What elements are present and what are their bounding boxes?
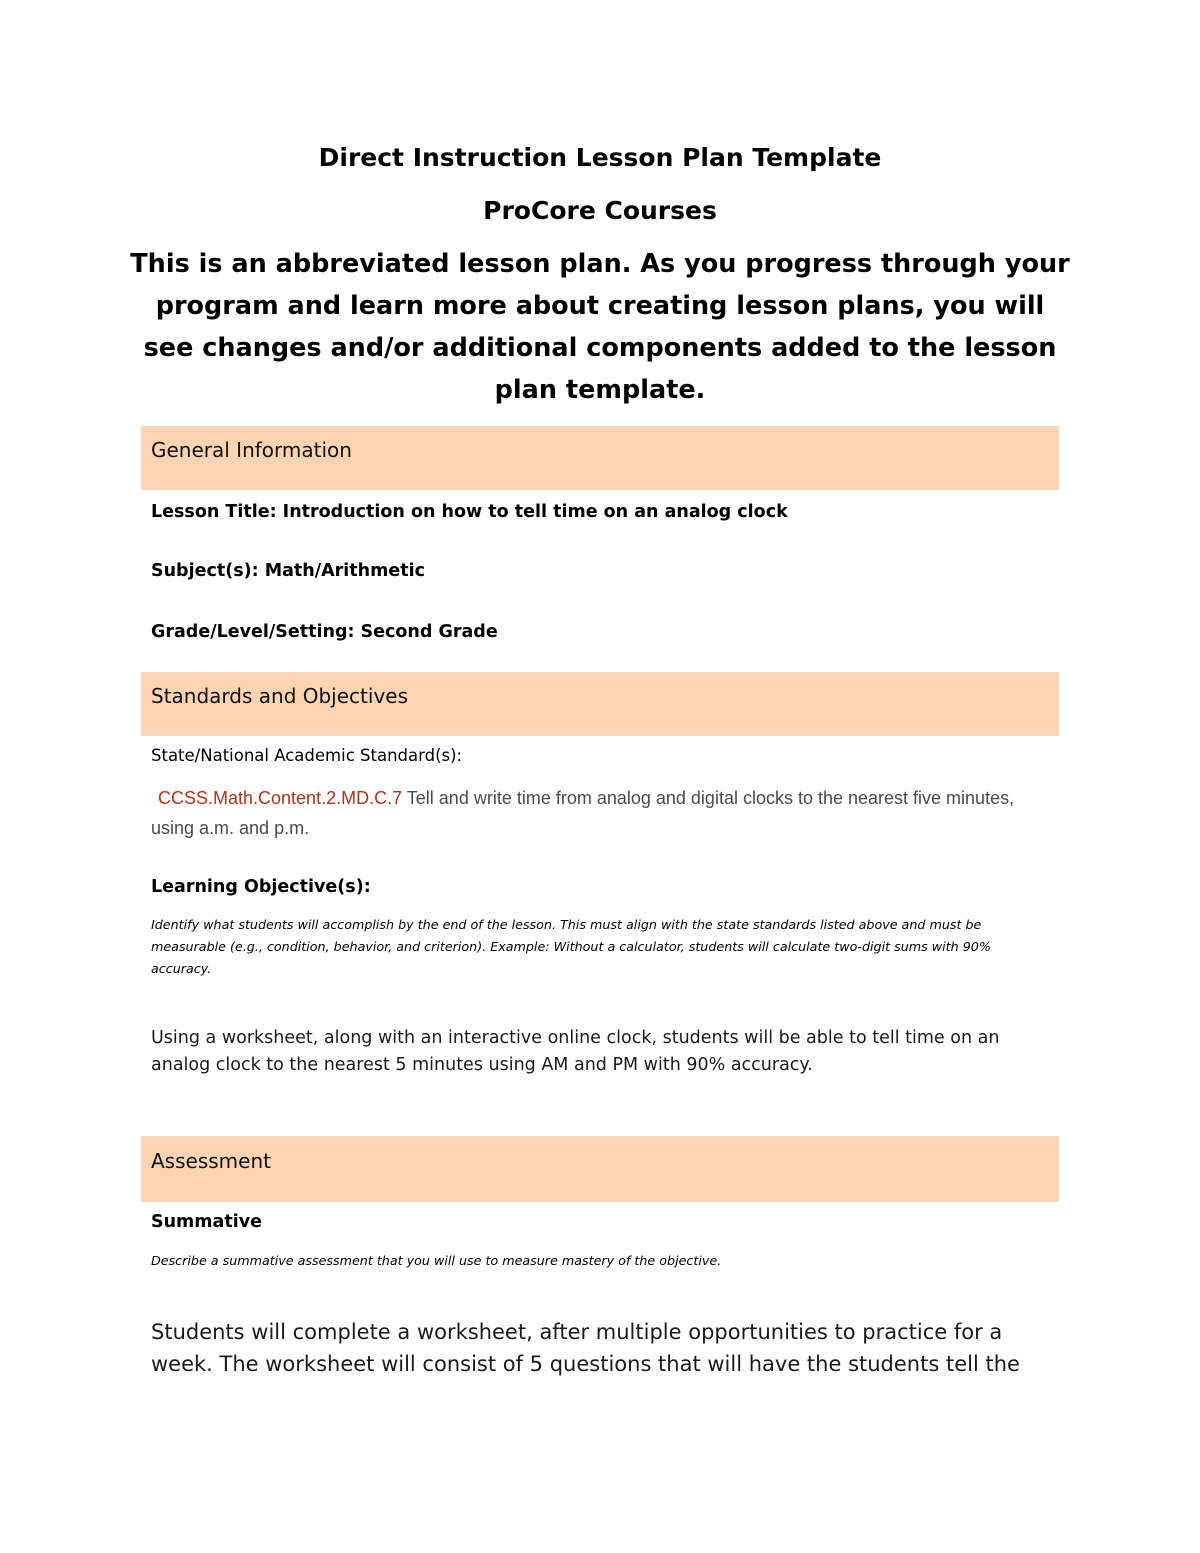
summative-text: Students will complete a worksheet, after multiple opportunities to practice for a week. The worksheet will consist of 5 questions that will have the students tell the: [151, 1320, 1020, 1376]
section-header-assessment: Assessment: [141, 1136, 1059, 1202]
document-header: [130, 138, 1070, 411]
learning-objectives-label: Learning Objective(s):: [151, 877, 371, 897]
standard-text: Tell and write time from analog and digital clocks to the nearest five minutes, using a.m. and p.m.: [151, 788, 1015, 838]
grade-level-field: Grade/Level/Setting: Second Grade: [151, 622, 498, 642]
learning-objectives-instruction: Identify what students will accomplish by the end of the lesson. This must align with the state standards listed above and must be measurable (e.g., condition, behavior, and criterion). Example: Without a calculator, students will calculate two-digit sums with 90% accuracy.: [151, 917, 991, 976]
standard-code-link[interactable]: CCSS.Math.Content.2.MD.C.7: [158, 788, 403, 808]
academic-standard: [151, 783, 1041, 843]
summative-instruction: Describe a summative assessment that you will use to measure mastery of the objective.: [151, 1253, 722, 1268]
lesson-title-field: Lesson Title: Introduction on how to tell time on an analog clock: [151, 502, 788, 522]
document-title: Direct Instruction Lesson Plan Template: [318, 143, 882, 172]
section-header-standards-objectives: Standards and Objectives: [141, 672, 1059, 736]
academic-standards-label: State/National Academic Standard(s):: [151, 746, 463, 765]
subjects-field: Subject(s): Math/Arithmetic: [151, 561, 425, 581]
summative-label: Summative: [151, 1212, 262, 1232]
document-intro: This is an abbreviated lesson plan. As you progress through your program and learn more about creating lesson plans, you will see changes and/or additional components added to the lesson plan template.: [130, 249, 1070, 405]
learning-objective-text: Using a worksheet, along with an interactive online clock, students will be able to tell time on an analog clock to the nearest 5 minutes using AM and PM with 90% accuracy.: [151, 1028, 1000, 1075]
document-subtitle: ProCore Courses: [483, 196, 717, 225]
section-header-general-information: General Information: [141, 426, 1059, 490]
